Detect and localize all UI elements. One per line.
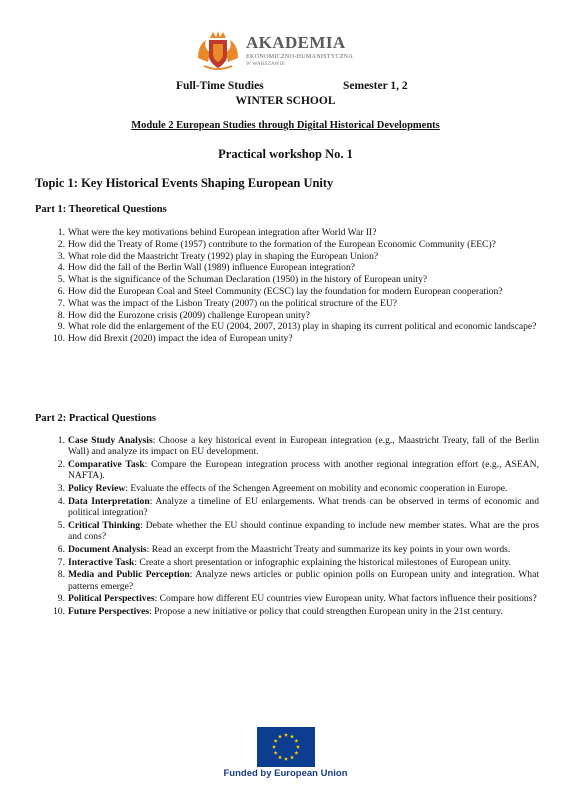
practical-question-item [0,483,571,494]
item-number: 3. [57,483,65,494]
semester: Semester 1, 2 [343,80,408,92]
item-term: Media and Public Perception [68,569,190,581]
theoretical-questions-list [0,227,571,345]
item-number: 3. [57,250,65,262]
item-number: 8. [57,309,65,321]
item-text: What were the key motivations behind European integration after World War II? [68,227,377,238]
item-number: 4. [57,495,65,507]
practical-question-item [0,544,571,555]
item-number: 7. [57,556,65,568]
item-term: Critical Thinking [68,519,141,531]
topic-heading: Topic 1: Key Historical Events Shaping European Unity [35,176,334,190]
item-text: How did Brexit (2020) impact the idea of European unity? [68,333,293,345]
item-text: What was the impact of the Lisbon Treaty (2007) on the political structure of the EU? [68,297,398,309]
item-text: : Create a short presentation or infographic explaining the historical milestones of European unity. [134,556,511,568]
theoretical-question-item [0,262,571,273]
eu-flag-icon [257,727,315,767]
item-number: 2. [57,238,65,250]
item-number: 6. [57,285,65,297]
item-term: Interactive Task [68,556,135,568]
item-text: : Compare the European integration process with another regional integration effort (e.g., ASEAN, NAFTA). [68,459,539,482]
item-term: Case Study Analysis [68,435,153,446]
item-term: Comparative Task [68,459,145,470]
item-number: 4. [57,262,65,274]
theoretical-question-item [0,298,571,309]
theoretical-question-item [0,251,571,262]
practical-question-item [0,459,571,481]
item-text: : Evaluate the effects of the Schengen Agreement on mobility and economic cooperation in Europe. [125,483,508,494]
practical-question-item [0,557,571,568]
part1-heading: Part 1: Theoretical Questions [35,204,167,215]
module-title: Module 2 European Studies through Digital Historical Developments [131,120,440,131]
item-text: : Analyze a timeline of EU enlargements. What trends can be observed in terms of economic and political integration? [68,495,539,518]
school-title: WINTER SCHOOL [235,95,336,107]
item-number: 10. [53,333,65,345]
theoretical-question-item [0,227,571,238]
practical-question-item [0,435,571,457]
item-text: : Compare how different EU countries view European unity. What factors influence their positions? [154,593,537,605]
item-text: : Read an excerpt from the Maastricht Treaty and summarize its key points in your own words. [146,543,511,555]
item-number: 9. [57,593,65,605]
practical-question-item [0,496,571,518]
funding-caption: Funded by European Union [223,768,348,779]
theoretical-question-item [0,333,571,344]
item-number: 2. [57,459,65,470]
item-number: 1. [57,435,65,446]
logo-subtitle: EKONOMICZNO-HUMANISTYCZNA [246,53,354,60]
item-text: : Propose a new initiative or policy that could strengthen European unity in the 21st century. [149,606,503,618]
item-term: Data Interpretation [68,495,150,507]
item-text: How did the European Coal and Steel Community (ECSC) lay the foundation for modern European cooperation? [68,285,503,297]
theoretical-question-item [0,274,571,285]
item-text: : Debate whether the EU should continue expanding to include new member states. What are the pros and cons? [68,519,539,542]
item-number: 10. [53,606,65,618]
item-text: : Choose a key historical event in European integration (e.g., Maastricht Treaty, fall of the Berlin Wall) and analyze its impact on EU development. [68,435,539,458]
item-number: 8. [57,569,65,581]
item-text: How did the Treaty of Rome (1957) contribute to the formation of the European Economic Community (EEC)? [68,238,496,250]
theoretical-question-item [0,239,571,250]
item-term: Policy Review [68,483,126,494]
theoretical-question-item [0,321,571,332]
practical-questions-list [0,435,571,619]
item-number: 5. [57,519,65,531]
workshop-title: Practical workshop No. 1 [218,147,353,161]
item-text: What role did the enlargement of the EU (2004, 2007, 2013) play in shaping its current political and economic landscape? [68,321,537,333]
item-text: How did the Eurozone crisis (2009) challenge European unity? [68,309,310,321]
practical-question-item [0,569,571,591]
logo-name: AKADEMIA [246,33,346,52]
practical-question-item [0,593,571,604]
item-text: : Analyze news articles or public opinion polls on European unity and integration. What patterns emerge? [68,569,539,592]
item-number: 5. [57,274,65,286]
item-number: 9. [57,321,65,333]
item-text: What is the significance of the Schuman Declaration (1950) in the history of European unity? [68,274,428,286]
university-logo [196,28,353,76]
crest-icon [196,28,240,72]
practical-question-item [0,606,571,617]
item-number: 6. [57,543,65,555]
theoretical-question-item [0,286,571,297]
item-term: Document Analysis [68,543,147,555]
item-term: Future Perspectives [68,606,150,618]
item-number: 1. [57,227,65,238]
item-text: What role did the Maastricht Treaty (1992) play in shaping the European Union? [68,250,379,262]
item-number: 7. [57,297,65,309]
logo-location: W WARSZAWIE [246,61,285,68]
study-mode: Full-Time Studies [176,80,264,92]
theoretical-question-item [0,310,571,321]
item-text: How did the fall of the Berlin Wall (1989) influence European integration? [68,262,356,274]
item-term: Political Perspectives [68,593,155,605]
practical-question-item [0,520,571,542]
part2-heading: Part 2: Practical Questions [35,413,157,424]
